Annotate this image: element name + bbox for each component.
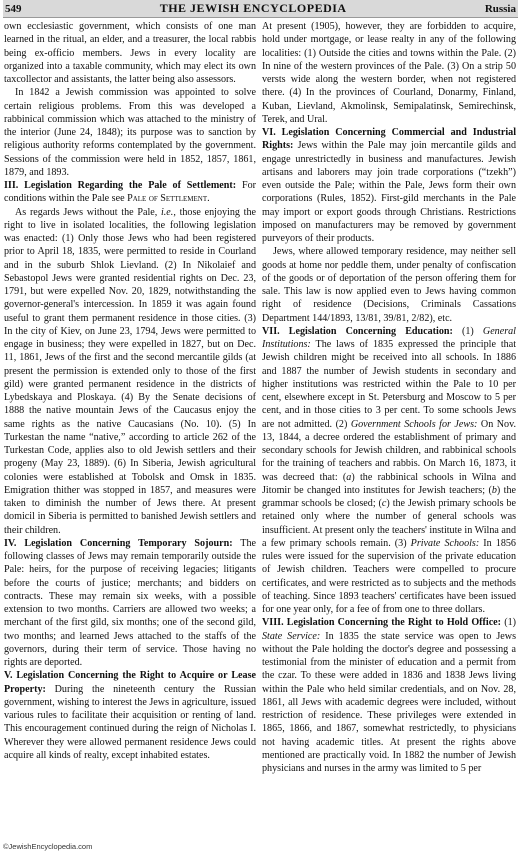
paragraph: own ecclesiastic government, which consists of one man learned in the ritual, an elder, and a treasurer, the local rabbis being ex-officio members. Jews in every locality are organized into a taxable community, which may elect its own taxcollector and assistants, the latter being also assessors.	[4, 21, 256, 85]
paragraph: At present (1905), however, they are forbidden to acquire, hold under mortgage, or lease realty in any of the following localities: (1) Outside the cities and towns within the Pale. (2) In nine of the western provinces of the Pale. (3) On a strip 50 versts wide along the western border, when not registered there. (4) In the provinces of Courland, Donarmy, Finland, Kuban, Lievland, Akmolinsk, Semipalatinsk, Semirechinsk, Terek, and Ural.	[262, 21, 516, 125]
paragraph: V. Legislation Concerning the Right to Acquire or Lease Property: During the nineteenth century the Russian government, wishing to interest the Jews in agriculture, issued various rules to facilitate their acquisition or renting of land. This encouragement continued during the reign of Nicholas I. Wherever they were allowed permanent residence Jews could acquire all kinds of realty, except inhabited estates.	[4, 670, 256, 761]
paragraph: VIII. Legislation Concerning the Right to Hold Office: (1) State Service: In 1835 the state service was open to Jews without the Pale holding the doctor's degree and possessing a testimonial from the minister of education and a permit from the czar. To these were added in 1836 and 1838 Jews living within the Pale who held similar credentials, and on Nov. 28, 1861, all Jews with academic degrees were included, without restriction of residence. These privileges were extended in 1865, 1866, and 1867, somewhat restrictedly, to physicians not having academic titles. At present the rights above mentioned are practically void. In 1882 the number of Jewish physicians and nurses in the army was limited to 5 per	[262, 617, 516, 774]
section-heading: VIII. Legislation Concerning the Right to Hold Office:	[262, 617, 502, 629]
paragraph: As regards Jews without the Pale, i.e., those enjoying the right to live in isolated localities, the following legislation was enacted: (1) Only those Jews who had been registered prior to April 18, 1835, were permitted to reside in Courland and in the suburb Shlok Lievland. (2) In Nikolaief and Sebastopol Jews were granted residential rights on Dec. 23, 1791, but were expelled Nov. 20, 1829, notwithstanding the governor-general's intercession. In 1859 it was again found useful to grant them permanent residence in those cities. (3) In the city of Kiev, on June 23, 1794, Jews were permitted to engage in business; they were expelled in 1827, but on Dec. 11, 1861, Jews of the first and the second mercantile gilds (at present the permission is extended only to those of the first gild) were granted permanent residence in the districts of Lybedskaya and Ploskaya. (4) By the Senate decisions of 1888 the native mountain Jews of the Caucasus enjoy the same rights as the native Caucasians (No. 10). (5) In Turkestan the name “native,” according to article 262 of the Turkestan Code, applies also to old Jewish settlers and their progeny (May 23, 1889). (6) In Siberia, Jewish agricultural colonies were established at Tobolsk and Omsk in 1835. Emigration thither was stopped in 1857, and measures were taken to diminish the number of Jews there. At present domicil in Siberia is permitted to banished Jewish settlers and their children.	[4, 206, 256, 536]
paragraph: III. Legislation Regarding the Pale of Settlement: For conditions within the Pale see Pale of Settlement.	[4, 180, 256, 205]
section-heading: III. Legislation Regarding the Pale of Settlement:	[4, 180, 237, 191]
copyright-footer: ©JewishEncyclopedia.com	[3, 842, 93, 851]
paragraph: VII. Legislation Concerning Education: (1) General Institutions: The laws of 1835 expressed the principle that Jewish children might be received into all schools. In 1886 and 1887 the number of Jewish students in secondary and higher institutions was restricted within the Pale to 10 per cent, elsewhere except in St. Petersburg and Moscow to 5 per cent, and in those cities to 3 per cent. To some schools Jews are not admitted. (2) Government Schools for Jews: On Nov. 13, 1844, a decree ordered the establishment of primary and secondary schools for Jewish children, and rabbinical schools for the training of teachers and rabbis. On March 16, 1873, it was decreed that: (a) the rabbinical schools in Wilna and Jitomir be changed into institutes for Jewish teachers; (b) the grammar schools be closed; (c) the Jewish primary schools be retained only where the number of general schools was insufficient. At present only the teachers' institute in Wilna and a few primary schools remain. (3) Private Schools: In 1856 rules were issued for the supervision of the private education of Jewish children. Teachers were compelled to procure certificates, and were restricted as to subjects and the methods of teaching. Since 1893 teachers' certificates have been issued for one year only, for a fee of from one to three dollars.	[262, 325, 516, 615]
paragraph: IV. Legislation Concerning Temporary Sojourn: The following classes of Jews may remain temporarily outside the Pale: heirs, for the purpose of receiving legacies; litigants before the courts of justice; merchants; and bidders on contracts. These may remain six weeks, with a possible extension to two months. Carriers are allowed two weeks; a merchant of the first gild, six months; one of the second gild, two months; and learned Jews attached to the staffs of the governors, during their term of service. Those having no rights are deported.	[4, 537, 256, 668]
paragraph: Jews, where allowed temporary residence, may neither sell goods at home nor peddle them, under penalty of confiscation of the goods or of deportation of the person offering them for sale. This law is now applied even to Jews having common right of residence (Decisions, Criminals Cassations Department 144/1893, 13/81, 39/81, 2/82), etc.	[262, 246, 516, 324]
paragraph: In 1842 a Jewish commission was appointed to solve certain religious problems. From this was developed a rabbinical commission which was attached to the ministry of the interior (June 24, 1848); its purpose was to sanction by religious authority reforms contemplated by the government. Sessions of the commission were held in 1852, 1857, 1861, 1879, and 1893.	[4, 87, 256, 178]
section-heading: VI. Legislation Concerning Commercial and Industrial Rights:	[262, 127, 516, 152]
paragraph: VI. Legislation Concerning Commercial and Industrial Rights: Jews within the Pale may join mercantile gilds and engage unrestrictedly in business and manufactures. Jewish artisans and laborers may join trade corporations (“tzekh”) even outside the Pale; within the Pale, Jews form their own corporations (Rules, 1852). First-gild merchants in the Pale may import or export goods through Christians. Restrictions imposed on manufacturers may be removed by government purveyors of their products.	[262, 127, 516, 244]
section-title: Russia	[484, 2, 516, 15]
publication-title: THE JEWISH ENCYCLOPEDIA	[159, 1, 347, 15]
running-header	[3, 0, 518, 18]
cross-reference-link[interactable]: Pale of Settlement	[127, 193, 208, 205]
section-heading: VII. Legislation Concerning Education:	[262, 325, 453, 337]
page-number: 549	[5, 2, 22, 15]
section-heading: IV. Legislation Concerning Temporary Sojourn:	[4, 537, 233, 549]
section-heading: V. Legislation Concerning the Right to Acquire or Lease Property:	[4, 670, 256, 695]
right-column	[262, 20, 516, 841]
left-column	[4, 20, 256, 841]
